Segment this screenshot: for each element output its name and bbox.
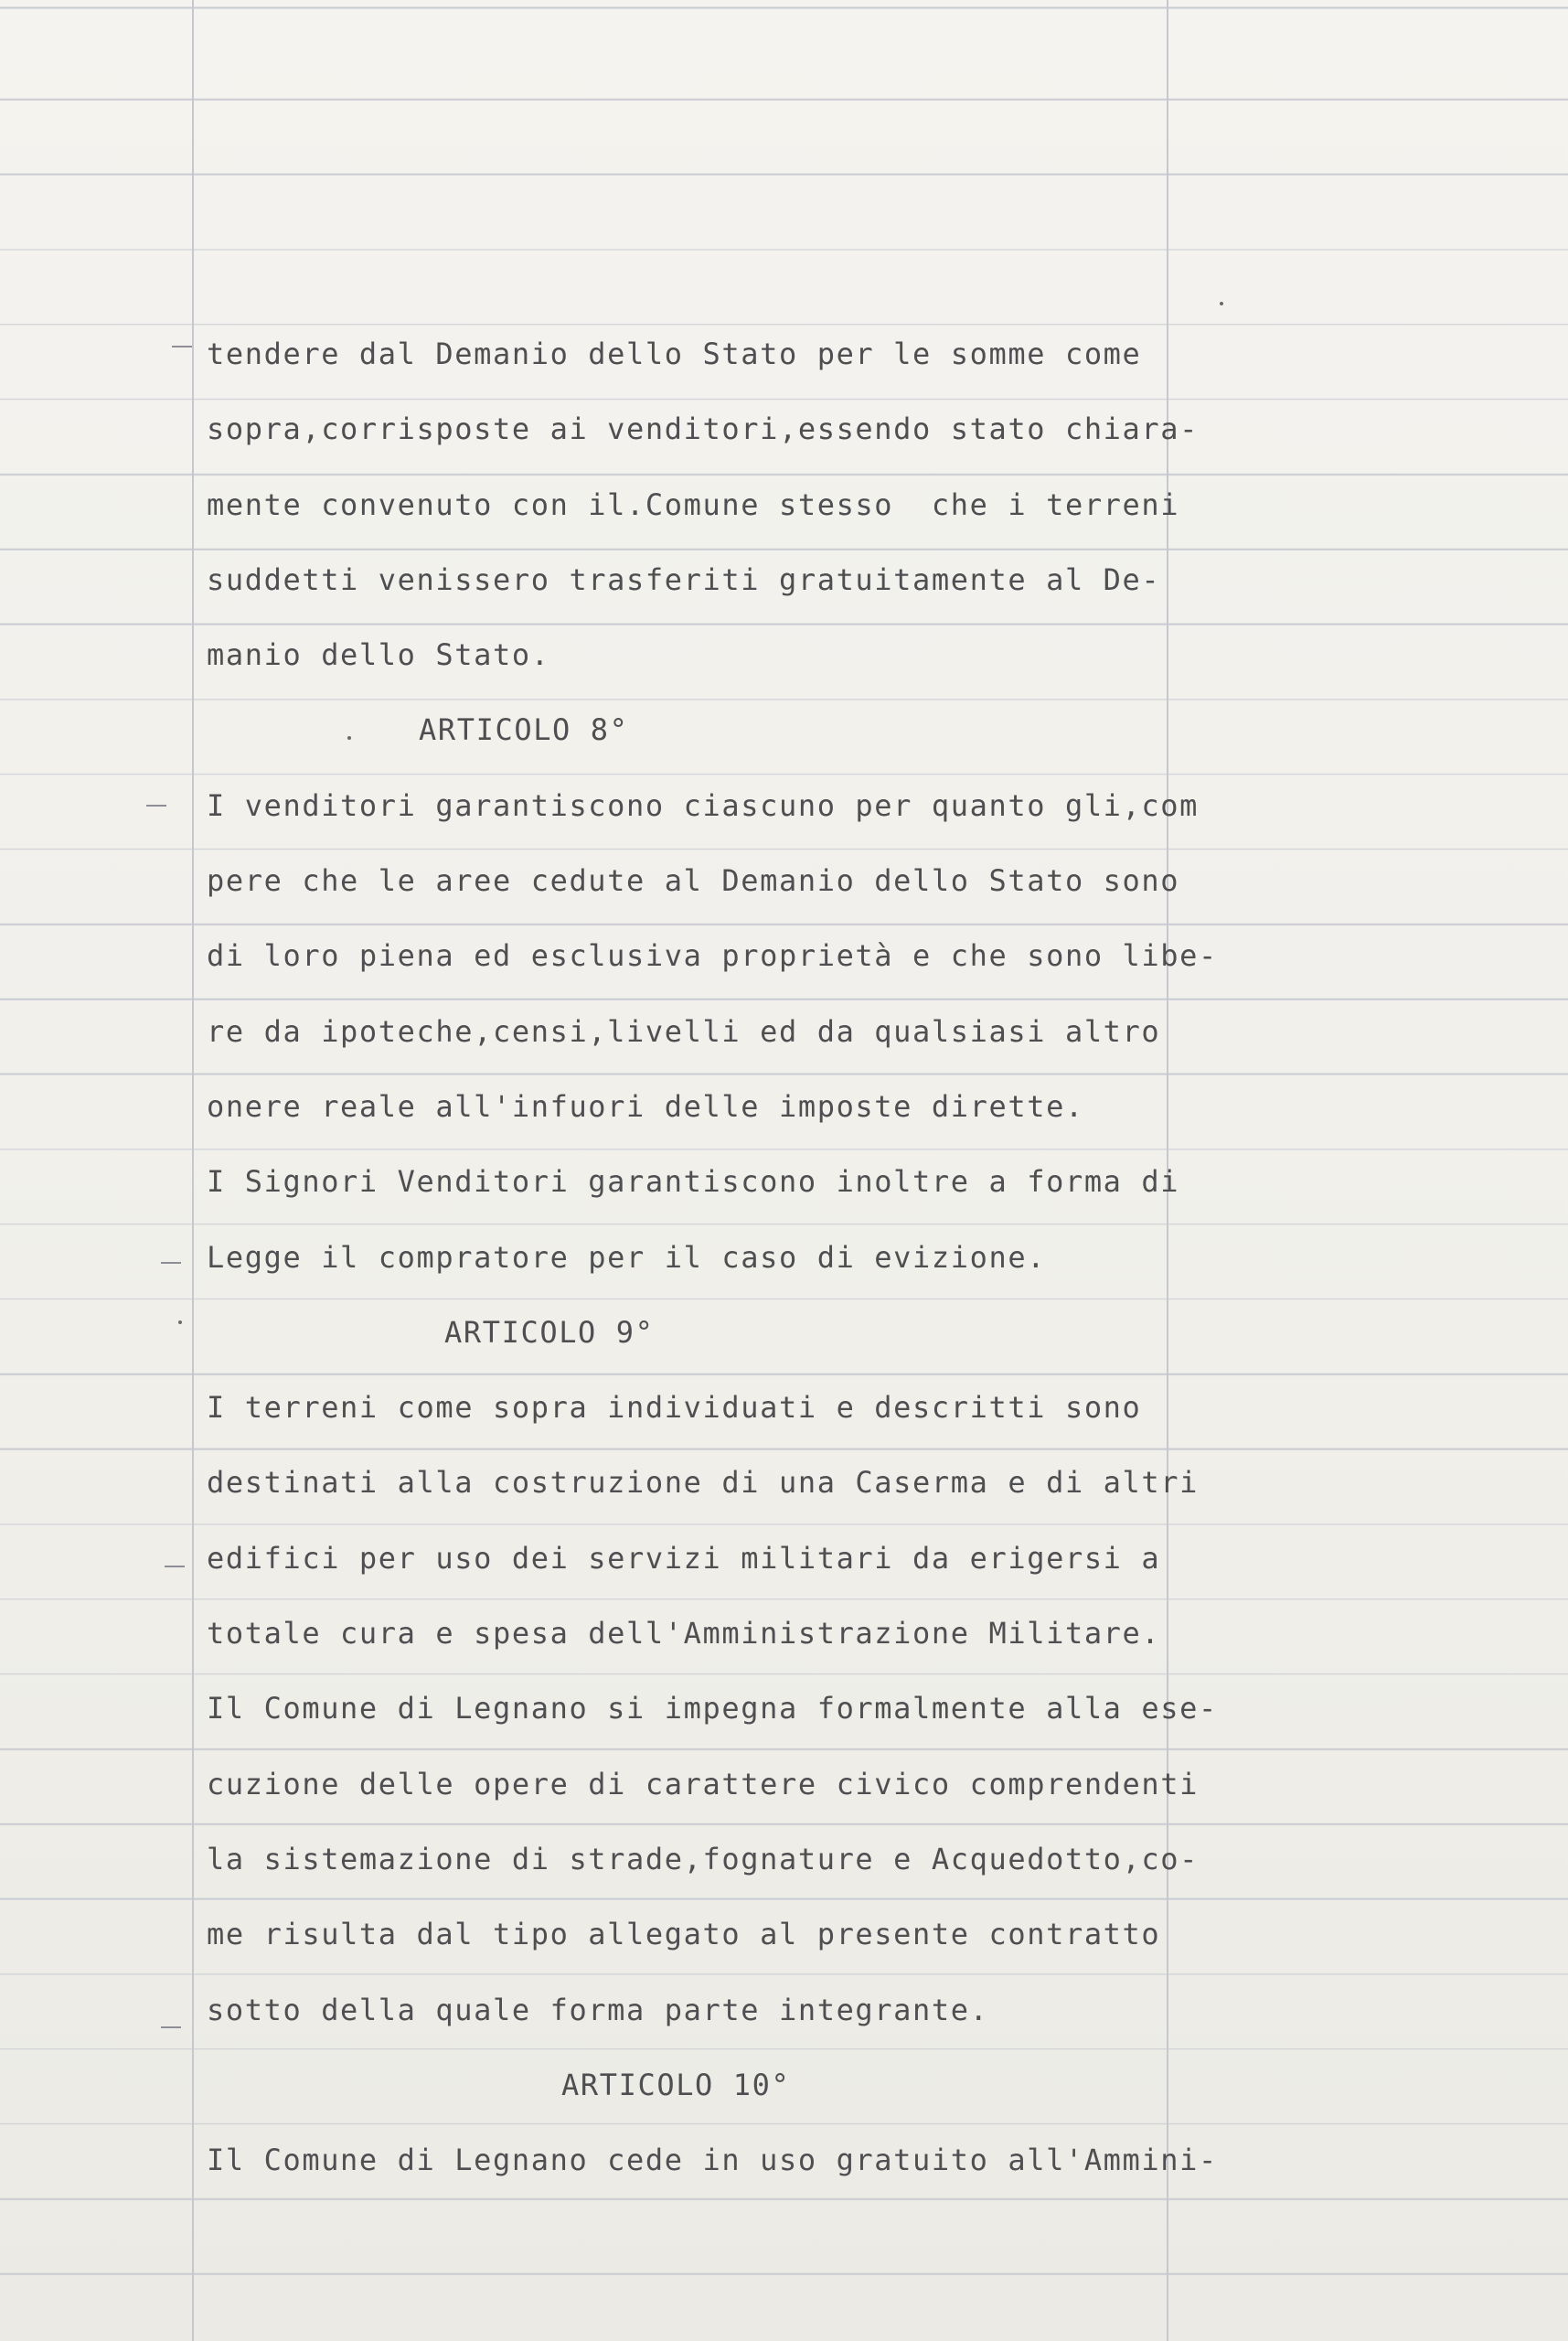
- margin-tick: [161, 1262, 181, 1264]
- text-line: re da ipoteche,censi,livelli ed da qualsiasi altro: [207, 1013, 1161, 1049]
- text-line: suddetti venissero trasferiti gratuitamente al De-: [207, 561, 1161, 597]
- ink-speck: [178, 1320, 182, 1324]
- text-line: I Signori Venditori garantiscono inoltre a forma di: [207, 1164, 1180, 1200]
- margin-tick: [146, 805, 166, 807]
- text-line: pere che le aree cedute al Demanio dello Stato sono: [207, 863, 1180, 899]
- text-line: sopra,corrisposte ai venditori,essendo stato chiara-: [207, 412, 1200, 447]
- text-line: tendere dal Demanio dello Stato per le somme come: [207, 337, 1142, 371]
- article-heading-10: ARTICOLO 10°: [561, 2067, 791, 2102]
- text-line: cuzione delle opere di carattere civico comprendenti: [207, 1766, 1200, 1801]
- text-line: Il Comune di Legnano si impegna formalmente alla ese-: [207, 1691, 1218, 1726]
- text-line: I venditori garantiscono ciascuno per quanto gli,com: [207, 787, 1200, 823]
- text-line: manio dello Stato.: [207, 637, 550, 673]
- text-line: Legge il compratore per il caso di evizione.: [207, 1239, 1047, 1275]
- margin-tick: [161, 2026, 181, 2028]
- text-line: di loro piena ed esclusiva proprietà e che sono libe-: [207, 938, 1218, 974]
- text-line: I terreni come sopra individuati e descritti sono: [207, 1390, 1142, 1426]
- left-margin-rule: [192, 0, 194, 2341]
- text-line: Il Comune di Legnano cede in uso gratuito all'Ammini-: [207, 2143, 1218, 2178]
- article-heading-8: ARTICOLO 8°: [419, 712, 629, 748]
- text-line: la sistemazione di strade,fognature e Acquedotto,co-: [207, 1841, 1200, 1876]
- text-line: onere reale all'infuori delle imposte dirette.: [207, 1088, 1084, 1124]
- text-line: totale cura e spesa dell'Amministrazione Militare.: [207, 1616, 1161, 1652]
- text-line: sotto della quale forma parte integrante.: [207, 1992, 989, 2027]
- ink-speck: [1220, 302, 1223, 305]
- text-line: destinati alla costruzione di una Caserma e di altri: [207, 1465, 1200, 1501]
- article-heading-9: ARTICOLO 9°: [444, 1314, 655, 1350]
- document-text: [207, 326, 1258, 2207]
- margin-tick: [172, 346, 192, 347]
- text-line: me risulta dal tipo allegato al presente contratto: [207, 1917, 1161, 1952]
- text-line: edifici per uso dei servizi militari da erigersi a: [207, 1540, 1161, 1576]
- margin-tick: [165, 1566, 185, 1567]
- text-line: mente convenuto con il.Comune stesso che i terreni: [207, 486, 1180, 522]
